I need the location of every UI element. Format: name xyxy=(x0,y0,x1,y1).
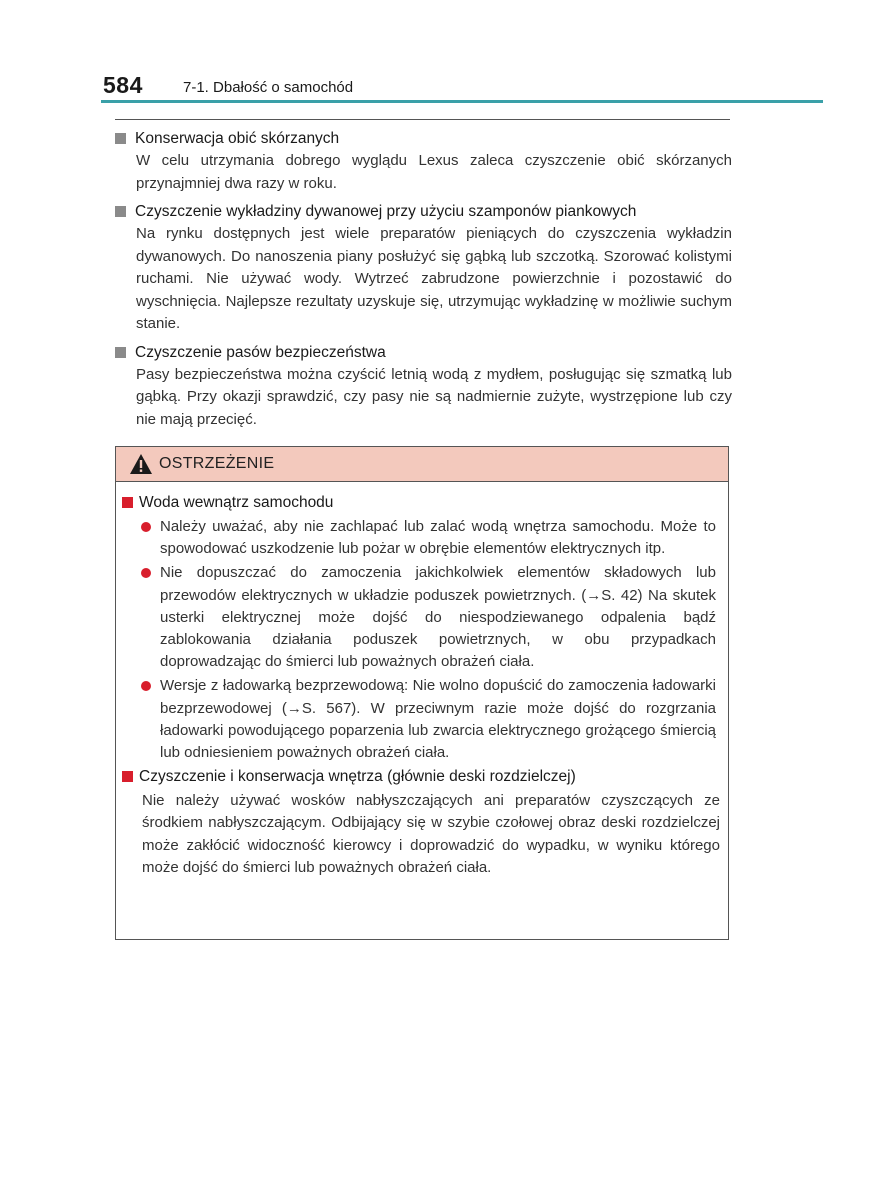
square-bullet-icon xyxy=(115,347,126,358)
section-body: Na rynku dostępnych jest wiele preparatów pieniących do czyszczenia wykładzin dywanowych. Do nanoszenia piany posłużyć się gąbką lub szczotką. Szorować kolistymi ruchami. Nie używać wody. Wytrzeć zabrudzone powierzchnie i pozostawić do wyschnięcia. Najlepsze rezultaty uzyskuje się, utrzymując wykładzinę w możliwie suchym stanie. xyxy=(136,225,732,332)
section-heading: Czyszczenie pasów bezpieczeństwa xyxy=(135,343,386,361)
red-square-icon xyxy=(122,771,133,782)
red-dot-icon xyxy=(141,681,151,691)
section-body: W celu utrzymania dobrego wyglądu Lexus zaleca czyszczenie obić skórzanych przynajmniej dwa razy w roku. xyxy=(136,152,732,192)
list-item: Wersje z ładowarką bezprzewodową: Nie wolno dopuścić do zamoczenia ładowarki bezprzewodowej (→S. 567). W przeciwnym razie może dojść do rozgrzania ładowarki powodującego poparzenia lub zwarcia elektrycznego grożącego śmiercią lub odniesieniem poważnych obrażeń ciała. xyxy=(141,675,716,764)
section-heading: Konserwacja obić skórzanych xyxy=(135,130,340,147)
content-divider xyxy=(115,119,730,120)
warning-title: OSTRZEŻENIE xyxy=(159,455,275,472)
red-dot-icon xyxy=(141,522,151,532)
section-heading: Czyszczenie wykładziny dywanowej przy użyciu szamponów piankowych xyxy=(135,203,637,220)
list-item: Nie dopuszczać do zamoczenia jakichkolwiek elementów składowych lub przewodów elektrycznych w układzie poduszek powietrznych. (→S. 42) Na skutek usterki elektrycznej może dojść do niespodziewanego odpalenia bądź zablokowania działania poduszek powietrznych, w obu przypadkach doprowadzając do śmierci lub poważnych obrażeń ciała. xyxy=(141,562,716,673)
main-content xyxy=(115,128,732,437)
page-header xyxy=(0,0,877,110)
red-dot-icon xyxy=(141,568,151,578)
warning-box xyxy=(115,446,729,940)
warning-section-heading: Czyszczenie i konserwacja wnętrza (głównie deski rozdzielczej) xyxy=(122,766,716,788)
square-bullet-icon xyxy=(115,206,126,217)
header-rule xyxy=(101,100,823,103)
square-bullet-icon xyxy=(115,133,126,144)
chapter-title: 7-1. Dbałość o samochód xyxy=(183,79,354,96)
section-carpet xyxy=(115,201,732,336)
warning-section-body: Nie należy używać wosków nabłyszczających ani preparatów czyszczących ze środkiem nabłyszczającym. Odbijający się w szybie czołowej obraz deski rozdzielczej może zakłócić widoczność kierowcy i doprowadzić do wypadku, w wyniku którego może dojść do śmierci lub poważnych obrażeń ciała. xyxy=(142,792,720,876)
warning-header xyxy=(116,447,728,482)
page-number: 584 xyxy=(103,72,143,98)
red-square-icon xyxy=(122,497,133,508)
section-leather xyxy=(115,128,732,195)
section-seatbelts xyxy=(115,342,732,432)
list-item: Należy uważać, aby nie zachlapać lub zalać wodą wnętrza samochodu. Może to spowodować uszkodzenie lub pożar w obrębie elementów elektrycznych itp. xyxy=(141,516,716,560)
section-body: Pasy bezpieczeństwa można czyścić letnią wodą z mydłem, posługując się szmatką lub gąbką. Przy okazji sprawdzić, czy pasy nie są nadmiernie zużyte, wystrzępione lub czy nie mają przecięć. xyxy=(136,365,732,428)
warning-section-heading: Woda wewnątrz samochodu xyxy=(122,492,716,514)
warning-triangle-icon xyxy=(129,453,153,475)
